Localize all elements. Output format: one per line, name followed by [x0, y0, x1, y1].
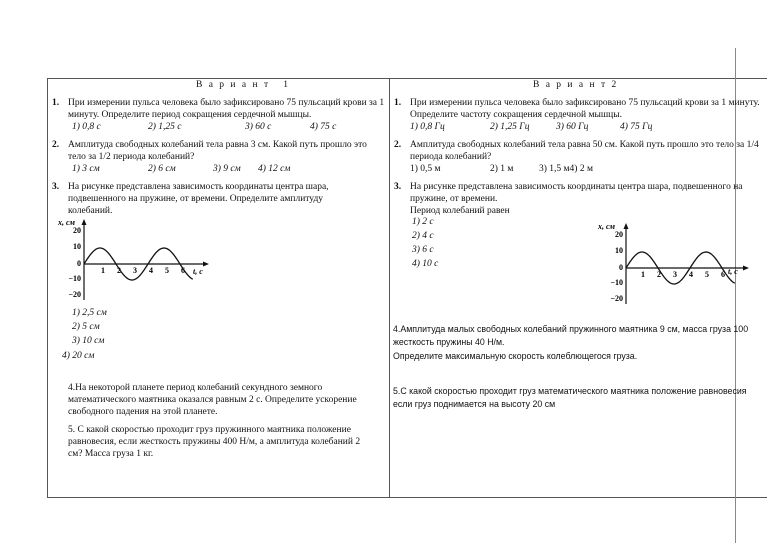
- v1-q2-answer-3: 3) 9 см: [213, 164, 241, 174]
- v2-q2-answer-1: 1) 0,5 м: [410, 164, 441, 174]
- v2-q1-number: 1.: [394, 98, 402, 108]
- x-tick-1: 1: [101, 266, 105, 275]
- v2-q2-number: 2.: [394, 140, 402, 150]
- v1-q1-answer-1: 1) 0,8 с: [72, 122, 101, 132]
- v1-q3-text: На рисунке представлена зависимость координаты центра шара, подвешенного на пружине, от времени. Определите амплитуду колебаний.: [68, 182, 329, 216]
- table-left-border: [47, 78, 48, 498]
- x-tick-6: 6: [721, 270, 725, 279]
- x-tick-4: 4: [689, 270, 693, 279]
- x-tick-5: 5: [705, 270, 709, 279]
- v1-q2-answer-1: 1) 3 см: [72, 164, 100, 174]
- y-tick-10: 10: [615, 246, 623, 255]
- v2-q1-answer-1: 1) 0,8 Гц: [410, 122, 445, 132]
- v2-q3-answer-2: 2) 4 с: [412, 231, 434, 241]
- v1-q1-number: 1.: [52, 98, 60, 108]
- x-tick-3: 3: [133, 266, 137, 275]
- x-axis-label: t, с: [193, 267, 203, 276]
- x-tick-3: 3: [673, 270, 677, 279]
- v2-q4-question: Определите максимальную скорость колеблющегося груза.: [393, 351, 638, 361]
- y-axis-label: x, см: [58, 218, 76, 227]
- x-tick-6: 6: [181, 266, 185, 275]
- v1-q3-answer-1: 1) 2,5 см: [72, 308, 107, 318]
- variant2-title: В а р и а н т 2: [533, 80, 619, 90]
- v1-q1-text: При измерении пульса человека было зафиксировано 75 пульсаций крови за 1 минуту. Определите период сокращения сердечной мышцы.: [68, 98, 385, 120]
- v1-q3-answer-4: 4) 20 см: [62, 351, 95, 361]
- v1-q2-number: 2.: [52, 140, 60, 150]
- variant1-title: В а р и а н т 1: [196, 80, 290, 90]
- y-tick-20: 20: [73, 226, 81, 235]
- y-tick-neg20: −20: [610, 294, 623, 303]
- y-axis-label: x, см: [598, 222, 616, 231]
- x-tick-1: 1: [641, 270, 645, 279]
- v1-q3-number: 3.: [52, 182, 60, 192]
- y-tick-labels: [610, 230, 623, 303]
- x-tick-2: 2: [657, 270, 661, 279]
- v2-q2-answer-3: 3) 1,5 м4) 2 м: [539, 164, 593, 174]
- y-tick-0: 0: [619, 263, 623, 272]
- v1-q1-answer-3: 3) 60 с: [245, 122, 272, 132]
- v1-oscillation-graph: [56, 214, 216, 304]
- v2-q3-text: На рисунке представлена зависимость координаты центра шара, подвешенного на пружине, от времени.: [410, 182, 743, 204]
- v2-oscillation-graph: [596, 218, 756, 308]
- v2-q3-answer-3: 3) 6 с: [412, 245, 434, 255]
- table-middle-border: [389, 78, 390, 498]
- y-tick-20: 20: [615, 230, 623, 239]
- table-bottom-border: [47, 497, 767, 498]
- v2-q1-text: При измерении пульса человека было зафиксировано 75 пульсаций крови за 1 минуту. Определите частоту сокращения сердечной мышцы.: [410, 98, 760, 120]
- v2-q3-answer-1: 1) 2 с: [412, 217, 434, 227]
- v1-q1-answer-2: 2) 1,25 с: [148, 122, 182, 132]
- x-axis-label: t, с: [728, 267, 738, 276]
- y-tick-neg10: −10: [610, 278, 623, 287]
- v2-q1-answer-4: 4) 75 Гц: [620, 122, 653, 132]
- v1-q3-answer-3: 3) 10 см: [72, 336, 105, 346]
- v2-q1-answer-3: 3) 60 Гц: [556, 122, 589, 132]
- v2-q2-text: Амплитуда свободных колебаний тела равна 50 см. Какой путь прошло это тело за 1/4 периода колебаний?: [410, 140, 759, 162]
- v2-q5-text: 5.С какой скоростью проходит груз математического маятника положение равновесия если груз поднимается на высоту 20 см: [393, 386, 747, 409]
- x-tick-5: 5: [165, 266, 169, 275]
- v2-q3-answer-4: 4) 10 с: [412, 259, 439, 269]
- v2-q4-text: 4.Амплитуда малых свободных колебаний пружинного маятника 9 см, масса груза 100 жесткость пружины 40 Н/м.: [393, 324, 749, 347]
- x-tick-4: 4: [149, 266, 153, 275]
- x-tick-2: 2: [117, 266, 121, 275]
- y-tick-neg10: −10: [68, 274, 81, 283]
- v2-q3-number: 3.: [394, 182, 402, 192]
- v2-q2-answer-2: 2) 1 м: [490, 164, 514, 174]
- v1-q4-text: 4.На некоторой планете период колебаний секундного земного математического маятника оказался равным 2 с. Определите ускорение свободного падения на этой планете.: [68, 383, 357, 417]
- v1-q3-answer-2: 2) 5 см: [72, 322, 100, 332]
- v1-q1-answer-4: 4) 75 с: [310, 122, 337, 132]
- v2-q1-answer-2: 2) 1,25 Гц: [490, 122, 530, 132]
- v1-q2-answer-4: 4) 12 см: [258, 164, 291, 174]
- y-tick-10: 10: [73, 242, 81, 251]
- y-tick-0: 0: [77, 259, 81, 268]
- v1-q2-answer-2: 2) 6 см: [148, 164, 176, 174]
- v1-q5-text: 5. С какой скоростью проходит груз пружинного маятника положение равновесия, если жесткость пружины 400 Н/м, а амплитуда колебаний 2 см? Масса груза 1 кг.: [68, 425, 361, 459]
- y-tick-labels: [68, 226, 81, 299]
- v1-q2-text: Амплитуда свободных колебаний тела равна 3 см. Какой путь прошло это тело за 1/2 периода колебаний?: [68, 140, 367, 162]
- v2-q3-subtext: Период колебаний равен: [410, 206, 510, 216]
- y-tick-neg20: −20: [68, 290, 81, 299]
- table-top-border: [47, 78, 767, 79]
